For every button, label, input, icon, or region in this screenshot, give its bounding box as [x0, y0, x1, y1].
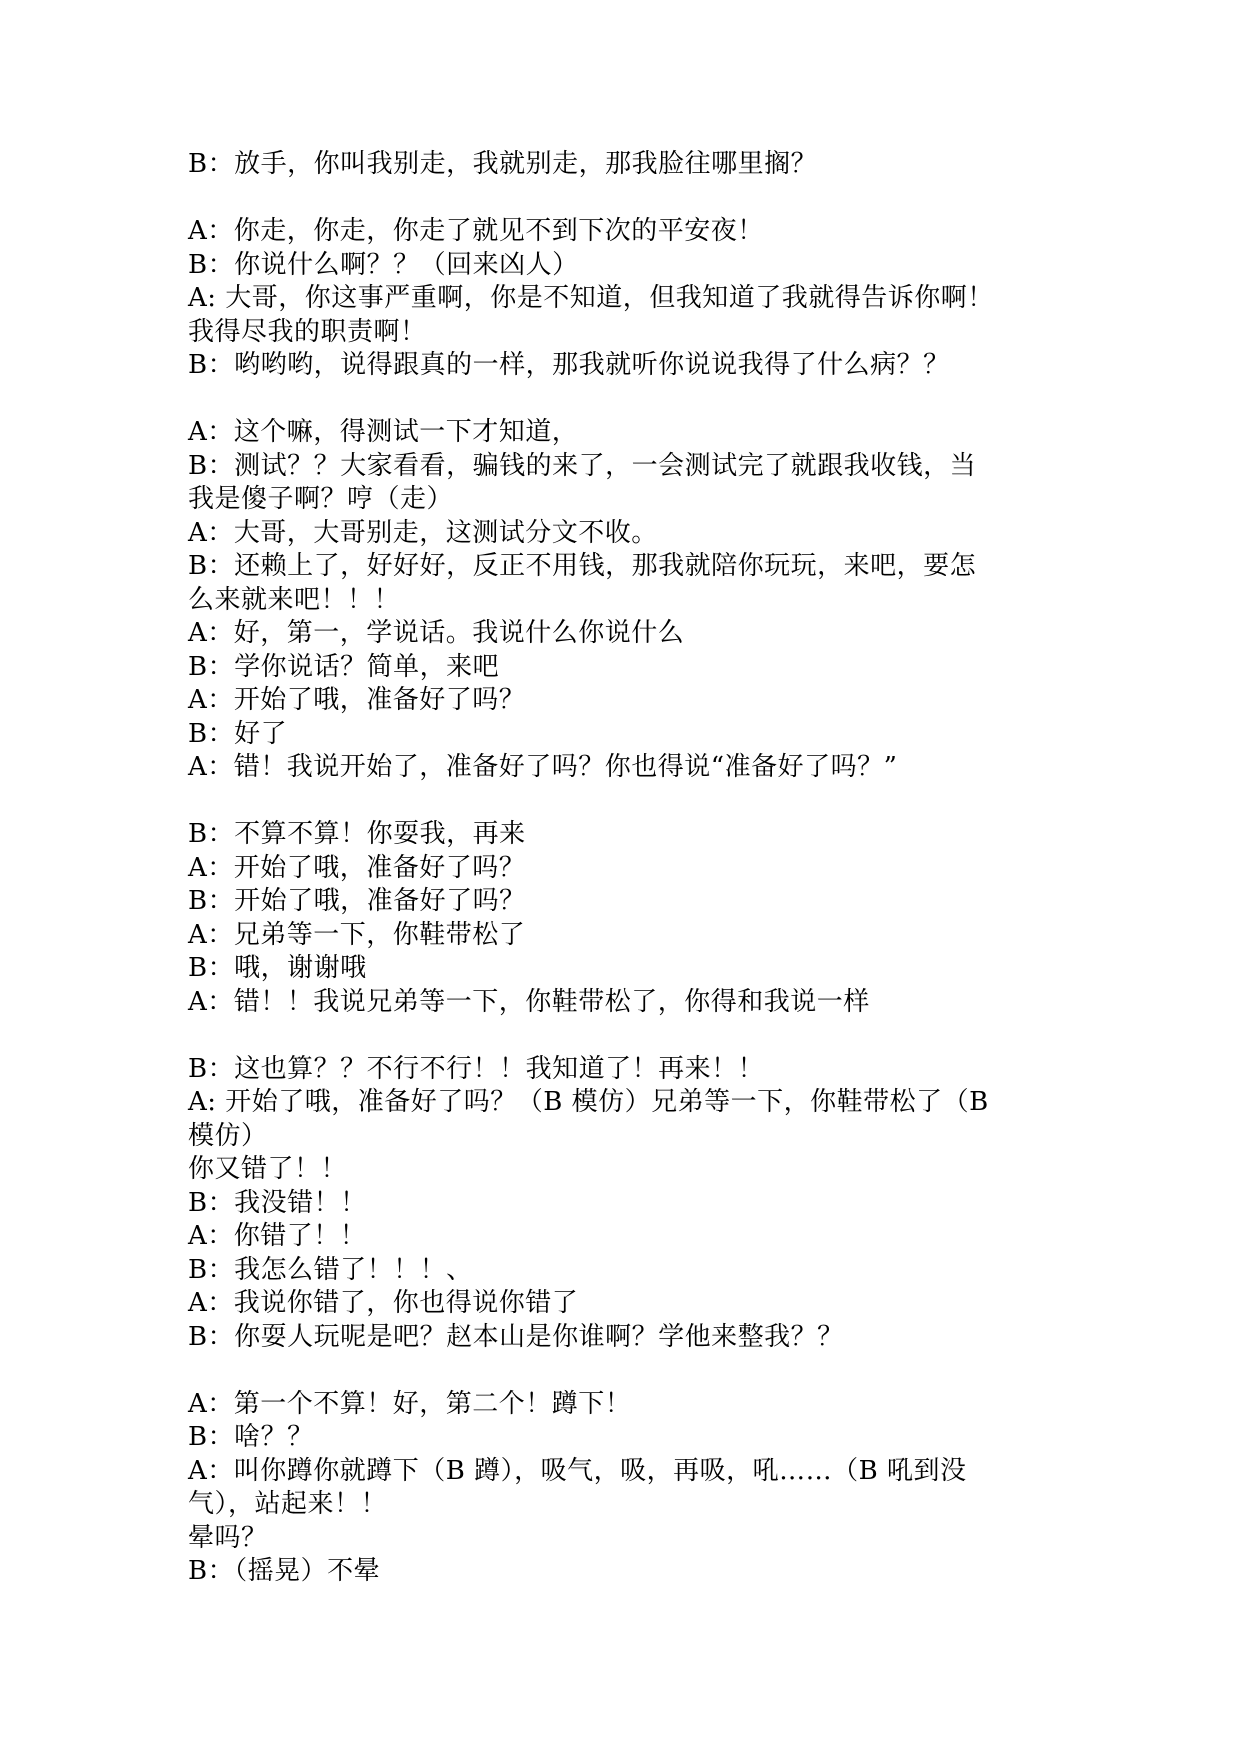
paragraph-gap — [188, 785, 1058, 819]
dialogue-line: B：啥？？ — [188, 1422, 314, 1452]
dialogue-line: A：叫你蹲你就蹲下（B 蹲），吸气，吸，再吸，吼……（B 吼到没 — [188, 1455, 967, 1486]
dialogue-line: A: 开始了哦，准备好了吗？（B 模仿）兄弟等一下，你鞋带松了（B — [188, 1087, 989, 1117]
dialogue-line: 气），站起来！！ — [188, 1489, 388, 1519]
dialogue-line: A：开始了哦，准备好了吗？ — [188, 685, 526, 715]
dialogue-line: B：开始了哦，准备好了吗？ — [188, 886, 526, 916]
dialogue-line: B：（摇晃）不晕 — [188, 1556, 381, 1586]
dialogue-line: A：第一个不算！好，第二个！蹲下！ — [188, 1388, 632, 1419]
dialogue-line: B：不算不算！你耍我，再来 — [188, 819, 526, 849]
dialogue-line: B：我没错！！ — [188, 1187, 367, 1218]
dialogue-line: B：你耍人玩呢是吧？赵本山是你谁啊？学他来整我？？ — [188, 1321, 844, 1352]
paragraph-gap — [188, 383, 1058, 417]
dialogue-line: 么来就来吧！！！ — [188, 584, 401, 615]
dialogue-line: B：这也算？？不行不行！！我知道了！再来！！ — [188, 1053, 765, 1084]
dialogue-line: 模仿） — [188, 1120, 268, 1151]
dialogue-line: B：你说什么啊？？（回来凶人） — [188, 249, 579, 280]
dialogue-line: B：还赖上了，好好好，反正不用钱，那我就陪你玩玩，来吧，要怎 — [188, 551, 977, 581]
paragraph-gap — [188, 1354, 1058, 1388]
dialogue-line: 我是傻子啊？哼（走） — [188, 484, 454, 514]
dialogue-line: A：我说你错了，你也得说你错了 — [188, 1288, 579, 1318]
dialogue-line: A：这个嘛，得测试一下才知道， — [188, 417, 579, 447]
dialogue-line: A：错！我说开始了，准备好了吗？你也得说“准备好了吗？” — [188, 752, 898, 782]
dialogue-line: 晕吗？ — [188, 1522, 268, 1553]
dialogue-line: B：测试？？大家看看，骗钱的来了，一会测试完了就跟我收钱，当 — [188, 450, 977, 481]
dialogue-line: A：兄弟等一下，你鞋带松了 — [188, 919, 526, 950]
dialogue-line: 你又错了！！ — [188, 1154, 348, 1184]
dialogue-text — [188, 148, 1058, 1589]
dialogue-line: A：错！！我说兄弟等一下，你鞋带松了，你得和我说一样 — [188, 986, 870, 1017]
dialogue-line: A：开始了哦，准备好了吗？ — [188, 852, 526, 883]
dialogue-line: A：你走，你走，你走了就见不到下次的平安夜！ — [188, 216, 764, 246]
paragraph-gap — [188, 182, 1058, 216]
dialogue-line: A：好，第一，学说话。我说什么你说什么 — [188, 618, 685, 648]
dialogue-line: B：学你说话？简单，来吧 — [188, 651, 500, 682]
dialogue-line: A：大哥，大哥别走，这测试分文不收。 — [188, 517, 658, 548]
dialogue-line: B：我怎么错了！！！、 — [188, 1254, 473, 1285]
dialogue-line: B：哟哟哟，说得跟真的一样，那我就听你说说我得了什么病？？ — [188, 350, 950, 380]
dialogue-line: 我得尽我的职责啊！ — [188, 316, 427, 347]
dialogue-line: A: 大哥，你这事严重啊，你是不知道，但我知道了我就得告诉你啊！ — [188, 283, 994, 313]
dialogue-line: B：哦，谢谢哦 — [188, 953, 367, 983]
dialogue-line: B：好了 — [188, 718, 288, 749]
paragraph-gap — [188, 1019, 1058, 1053]
dialogue-line: A：你错了！！ — [188, 1221, 367, 1251]
dialogue-line: B：放手，你叫我别走，我就别走，那我脸往哪里搁？ — [188, 149, 818, 179]
